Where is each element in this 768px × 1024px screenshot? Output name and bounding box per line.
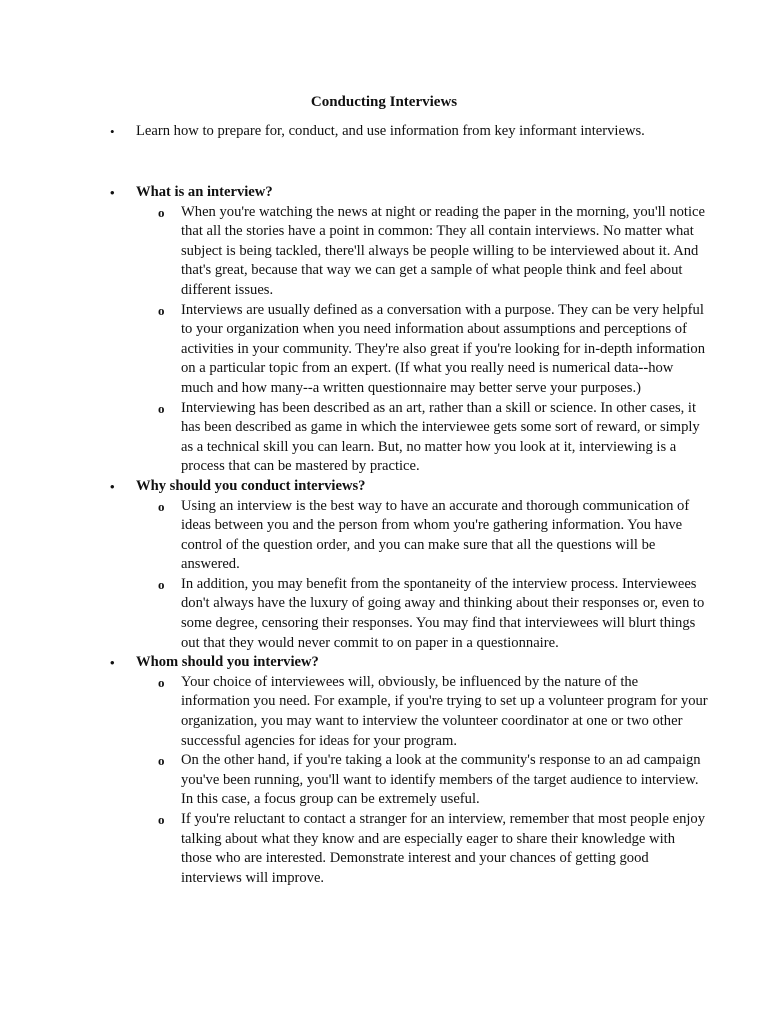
section-heading-text: Whom should you interview?	[136, 654, 319, 671]
section-heading-text: Why should you conduct interviews?	[136, 477, 366, 494]
bullet-icon: •	[110, 124, 115, 139]
list-item-text: Interviews are usually defined as a conversation with a purpose. They can be very helpful to your organization when you need information about assumptions and perceptions of activities in your community. They're also great if you're looking for in-depth information on a particular topic from an expert. (If what you really need is numerical data--how much and how many--a written questionnaire may better serve your purposes.)	[181, 301, 706, 396]
sub-bullet-icon: o	[158, 302, 165, 318]
section	[108, 653, 708, 888]
section	[108, 183, 708, 477]
list-item	[108, 399, 708, 477]
intro-item	[108, 122, 708, 142]
section-list	[108, 183, 708, 888]
list-item-text: On the other hand, if you're taking a look at the community's response to an ad campaign you've been running, you'll want to identify members of the target audience to interview. In this case, a focus group can be extremely useful.	[181, 752, 701, 808]
list-item	[108, 575, 708, 653]
bullet-icon: •	[110, 478, 115, 494]
intro-list	[108, 122, 708, 142]
list-item	[108, 673, 708, 751]
sub-bullet-icon: o	[158, 576, 165, 592]
section-heading-text: What is an interview?	[136, 184, 273, 200]
sub-bullet-icon: o	[158, 400, 165, 416]
bullet-icon: •	[110, 185, 115, 200]
sub-bullet-icon: o	[158, 674, 165, 690]
bullet-icon: •	[110, 655, 115, 671]
list-item	[108, 810, 708, 888]
list-item-text: Using an interview is the best way to have an accurate and thorough communication of ideas between you and the person from whom you're gathering information. You have control of the question order, and you can make sure that all the questions will be answered.	[181, 497, 690, 573]
list-item-text: If you're reluctant to contact a stranger for an interview, remember that most people enjoy talking about what they know and are especially eager to share their knowledge with those who are interested. Demonstrate interest and your chances of getting good interviews will improve.	[181, 811, 706, 886]
list-item-text: When you're watching the news at night or reading the paper in the morning, you'll notice that all the stories have a point in common: They all contain interviews. No matter what subject is being tackled, there'll always be people willing to be interviewed about it. And that's great, because that way we can get a sample of what people think and feel about different issues.	[181, 203, 705, 298]
section-heading	[108, 477, 708, 497]
section-heading	[108, 653, 708, 673]
sub-bullet-icon: o	[158, 204, 165, 220]
list-item-text: Your choice of interviewees will, obviously, be influenced by the nature of the information you need. For example, if you're trying to set up a volunteer program for your organization, you may want to interview the volunteer coordinator at one or two other successful agencies for ideas for your program.	[181, 673, 708, 749]
intro-text: Learn how to prepare for, conduct, and use information from key informant interviews.	[136, 123, 645, 139]
section	[108, 477, 708, 653]
list-item	[108, 497, 708, 575]
list-item	[108, 203, 708, 301]
page-title: Conducting Interviews	[310, 94, 458, 110]
list-item	[108, 301, 708, 399]
list-item-text: Interviewing has been described as an art, rather than a skill or science. In other cases, it has been described as game in which the interviewee gets some sort of reward, or simply as a technical skill you can learn. But, no matter how you look at it, interviewing is a process that can be mastered by practice.	[181, 399, 700, 475]
sub-bullet-icon: o	[158, 753, 165, 769]
sub-bullet-icon: o	[158, 812, 165, 827]
sub-bullet-icon: o	[158, 498, 165, 514]
list-item	[108, 751, 708, 810]
list-item-text: In addition, you may benefit from the spontaneity of the interview process. Interviewees don't always have the luxury of going away and thinking about their responses or, even to some degree, censoring their responses. You may find that interviewees will blurt things out that they would never commit to on paper in a questionnaire.	[181, 575, 705, 651]
section-heading	[108, 183, 708, 203]
